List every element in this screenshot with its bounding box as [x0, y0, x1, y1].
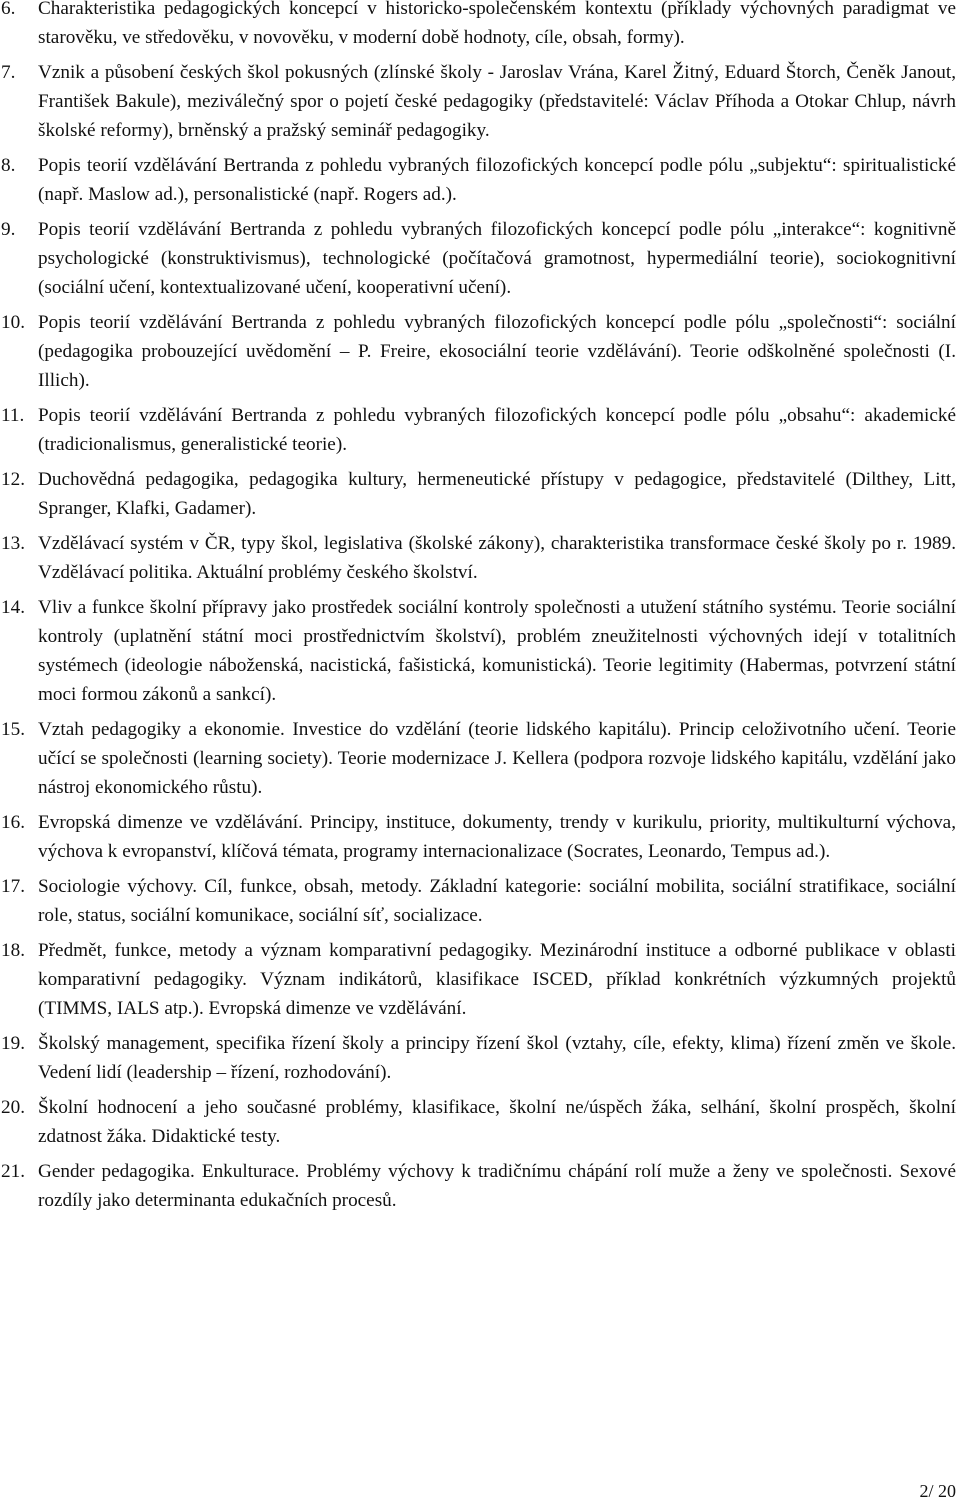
item-number: 9.: [1, 219, 16, 240]
item-number: 19.: [1, 1033, 25, 1054]
list-item: [0, 0, 960, 52]
item-text: Evropská dimenze ve vzdělávání. Principy, instituce, dokumenty, trendy v kurikulu, priority, multikulturní výchova, výchova k evropanství, klíčová témata, programy internacionalizace (Socrates, Leonardo, Tempus ad.).: [38, 812, 956, 862]
item-number: 14.: [1, 597, 25, 618]
item-text: Popis teorií vzdělávání Bertranda z pohledu vybraných filozofických koncepcí podle pólu „obsahu“: akademické (tradicionalismus, generalistické teorie).: [38, 405, 956, 455]
item-number: 21.: [1, 1161, 25, 1182]
list-item: [0, 936, 960, 1023]
item-text: Školní hodnocení a jeho současné problémy, klasifikace, školní ne/úspěch žáka, selhání, školní prospěch, školní zdatnost žáka. Didaktické testy.: [38, 1097, 956, 1147]
item-text: Vztah pedagogiky a ekonomie. Investice do vzdělání (teorie lidského kapitálu). Princip celoživotního učení. Teorie učící se společnosti (learning society). Teorie modernizace J. Kellera (podpora rozvoje lidského kapitálu, vzdělání jako nástroj ekonomického růstu).: [38, 719, 956, 798]
list-item: [0, 872, 960, 930]
item-text: Popis teorií vzdělávání Bertranda z pohledu vybraných filozofických koncepcí podle pólu „subjektu“: spiritualistické (např. Maslow ad.), personalistické (např. Rogers ad.).: [38, 155, 956, 205]
item-number: 8.: [1, 155, 16, 176]
item-number: 10.: [1, 312, 25, 333]
list-item: [0, 1093, 960, 1151]
item-text: Charakteristika pedagogických koncepcí v historicko-společenském kontextu (příklady výchovných paradigmat ve starověku, ve středověku, v novověku, v moderní době hodnoty, cíle, obsah, formy).: [38, 0, 956, 48]
list-item: [0, 151, 960, 209]
item-number: 13.: [1, 533, 25, 554]
item-text: Předmět, funkce, metody a význam komparativní pedagogiky. Mezinárodní instituce a odborné publikace v oblasti komparativní pedagogiky. Význam indikátorů, klasifikace ISCED, příklad konkrétních výzkumných projektů (TIMMS, IALS atp.). Evropská dimenze ve vzdělávání.: [38, 940, 956, 1019]
item-text: Gender pedagogika. Enkulturace. Problémy výchovy k tradičnímu chápání rolí muže a ženy ve společnosti. Sexové rozdíly jako determinanta edukačních procesů.: [38, 1161, 956, 1211]
item-text: Vznik a působení českých škol pokusných (zlínské školy - Jaroslav Vrána, Karel Žitný, Eduard Štorch, Čeněk Janout, František Bakule), meziválečný spor o pojetí české pedagogiky (představitelé: Václav Příhoda a Otokar Chlup, návrh školské reformy), brněnský a pražský seminář pedagogiky.: [38, 62, 956, 141]
item-number: 15.: [1, 719, 25, 740]
item-number: 17.: [1, 876, 25, 897]
list-item: [0, 529, 960, 587]
item-number: 7.: [1, 62, 16, 83]
list-item: [0, 715, 960, 802]
list-item: [0, 593, 960, 709]
item-number: 16.: [1, 812, 25, 833]
item-number: 20.: [1, 1097, 25, 1118]
page-number: 2/ 20: [919, 1481, 956, 1501]
list-item: [0, 1157, 960, 1215]
item-number: 12.: [1, 469, 25, 490]
item-text: Popis teorií vzdělávání Bertranda z pohledu vybraných filozofických koncepcí podle pólu „společnosti“: sociální (pedagogika probouzející uvědomění – P. Freire, ekosociální teorie vzdělávání). Teorie odškolněné společnosti (I. Illich).: [38, 312, 956, 391]
list-item: [0, 215, 960, 302]
list-item: [0, 401, 960, 459]
item-text: Vliv a funkce školní přípravy jako prostředek sociální kontroly společnosti a utužení státního systému. Teorie sociální kontroly (uplatnění státní moci prostřednictvím školství), problém zneužitelnosti výchovných idejí v totalitních systémech (ideologie náboženská, nacistická, fašistická, komunistická). Teorie legitimity (Habermas, potvrzení státní moci formou zákonů a sankcí).: [38, 597, 956, 705]
item-text: Vzdělávací systém v ČR, typy škol, legislativa (školské zákony), charakteristika transformace české školy po r. 1989. Vzdělávací politika. Aktuální problémy českého školství.: [38, 533, 956, 583]
item-text: Popis teorií vzdělávání Bertranda z pohledu vybraných filozofických koncepcí podle pólu „interakce“: kognitivně psychologické (konstruktivismus), technologické (počítačová gramotnost, hypermediální teorie), sociokognitivní (sociální učení, kontextualizované učení, kooperativní učení).: [38, 219, 956, 298]
list-item: [0, 808, 960, 866]
item-text: Sociologie výchovy. Cíl, funkce, obsah, metody. Základní kategorie: sociální mobilita, sociální stratifikace, sociální role, status, sociální komunikace, sociální síť, socializace.: [38, 876, 956, 926]
list-item: [0, 58, 960, 145]
item-number: 6.: [1, 0, 16, 19]
list-item: [0, 308, 960, 395]
item-number: 11.: [1, 405, 25, 426]
list-item: [0, 1029, 960, 1087]
item-number: 18.: [1, 940, 25, 961]
item-text: Školský management, specifika řízení školy a principy řízení škol (vztahy, cíle, efekty, klima) řízení změn ve škole. Vedení lidí (leadership – řízení, rozhodování).: [38, 1033, 956, 1083]
item-text: Duchovědná pedagogika, pedagogika kultury, hermeneutické přístupy v pedagogice, představitelé (Dilthey, Litt, Spranger, Klafki, Gadamer).: [38, 469, 956, 519]
list-item: [0, 465, 960, 523]
